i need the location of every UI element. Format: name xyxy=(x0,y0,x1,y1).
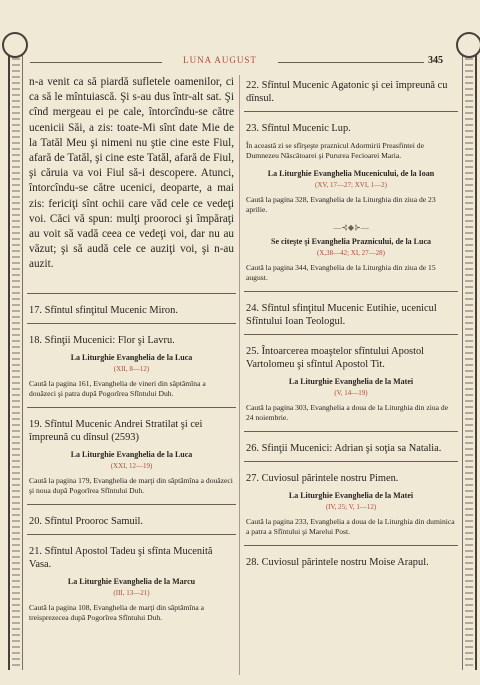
entry-27-rubric: La Liturghie Evanghelia de la Matei xyxy=(288,491,414,500)
entry-25-body: Caută la pagina 303, Evanghelia a doua de la Liturghia din ziua de 24 noiembrie. xyxy=(246,403,449,422)
entry-23-body: Caută la pagina 328, Evanghelia de la Liturghia din ziua de 23 aprilie. xyxy=(246,195,436,214)
entry-23-feast-reference: (X,38—42; XI, 27—28) xyxy=(316,249,386,257)
entry-18-rubric: La Liturghie Evanghelia de la Luca xyxy=(70,352,193,362)
section-rule xyxy=(244,431,458,432)
section-rule xyxy=(244,111,458,112)
entry-20-title: 20. Sfîntul Prooroc Samuil. xyxy=(29,515,144,527)
entry-23-rubric: La Liturghie Evanghelia Mucenicului, de la Ioan xyxy=(267,169,435,178)
header-rule-left xyxy=(30,62,162,63)
entry-28-title: 28. Cuviosul părintele nostru Moise Arapul. xyxy=(246,557,429,568)
entry-21-body: Caută la pagina 108, Evanghelia de marţi din săptămîna a treisprezecea după Pogorîrea Sfîntului Duh. xyxy=(29,602,205,622)
entry-25-reference: (V, 14—19) xyxy=(334,389,368,397)
entry-19-title: 19. Sfîntul Mucenic Andrei Stratilat şi cei împreună cu dînsul (2593) xyxy=(29,418,203,443)
entry-27-body: Caută la pagina 233, Evanghelia a doua de la Liturghia din duminica a patra a Sfîntului şi Marelui Post. xyxy=(246,517,455,536)
section-rule xyxy=(27,407,236,408)
entry-24-title: 24. Sfîntul sfinţitul Mucenic Eutihie, ucenicul Sfîntului Ioan Teologul. xyxy=(246,303,437,327)
entry-22-title: 22. Sfîntul Mucenic Agatonic şi cei împreună cu dînsul. xyxy=(246,80,448,104)
running-header: LUNA AUGUST xyxy=(183,55,257,65)
section-rule xyxy=(27,504,236,505)
entry-21-rubric: La Liturghie Evanghelia de la Marcu xyxy=(67,576,196,586)
entry-23-feast-body: Caută la pagina 344, Evanghelia de la Liturghia din ziua de 15 august. xyxy=(246,263,436,282)
entry-27-title: 27. Cuviosul părintele nostru Pimen. xyxy=(246,473,399,484)
entry-21-title: 21. Sfîntul Apostol Tadeu şi sfînta Mucenită Vasa. xyxy=(29,545,213,570)
left-ornamental-border xyxy=(8,40,23,670)
section-rule xyxy=(27,293,236,294)
entry-23-note: În această zi se sfîrşeşte praznicul Adormirii Preasfintei de Dumnezeu Născătoarei şi Pururea Fecioarei Maria. xyxy=(246,141,424,160)
page-number: 345 xyxy=(428,55,443,66)
entry-19-body: Caută la pagina 179, Evanghelia de marţi din săptămîna a douăzeci şi noua după Pogorîrea Sfîntului Duh. xyxy=(29,475,233,495)
entry-25-title: 25. Întoarcerea moaştelor sfîntului Apostol Vartolomeu şi sfîntul Apostol Tit. xyxy=(246,346,425,370)
right-ornamental-border xyxy=(462,40,477,670)
entry-23-feast-rubric: Se citeşte şi Evanghelia Praznicului, de la Luca xyxy=(271,237,431,246)
top-left-corner-ornament xyxy=(2,32,28,58)
entry-18-reference: (XII, 8—12) xyxy=(113,364,150,373)
top-right-corner-ornament xyxy=(456,32,480,58)
section-rule xyxy=(244,334,458,335)
entry-25-rubric: La Liturghie Evanghelia de la Matei xyxy=(288,377,414,386)
entry-19-reference: (XXI, 12—19) xyxy=(110,461,153,470)
right-column xyxy=(246,75,456,575)
column-divider xyxy=(239,75,240,675)
section-rule xyxy=(244,545,458,546)
entry-26-title: 26. Sfinţii Mucenici: Adrian şi soţia sa Natalia. xyxy=(246,443,442,454)
left-column xyxy=(29,75,234,631)
entry-18-body: Caută la pagina 161, Evanghelia de vineri din săptămîna a douăzeci şi patra după Pogorîrea Sfîntului Duh. xyxy=(29,378,206,398)
entry-17-title: 17. Sfîntul sfinţitul Mucenic Miron. xyxy=(29,304,178,316)
entry-18-title: 18. Sfinţii Mucenici: Flor şi Lavru. xyxy=(29,334,175,346)
entry-23-title: 23. Sfîntul Mucenic Lup. xyxy=(246,123,351,134)
entry-27-reference: (IV, 25; V, 1—12) xyxy=(325,503,377,511)
section-rule xyxy=(244,291,458,292)
gospel-text-continuation: n-a venit ca să piardă sufletele oamenilor, ci ca să le mîntuiască. Şi s-au dus într-alt sat. Şi cînd mergeau ei pe cale, întorcîndu-se către ucenicii Săi, a zis: toate-Mi sînt date Mie de la Tatăl Meu şi nimeni nu ştie cine este Fiul, afară de Tatăl, şi cine este Tatăl, afară de Fiul, şi căruia va voi Fiul să-i descopere. Atunci, întorcîndu-se către ucenici, deoparte, a mai zis: fericiţi sînt ochii care văd cele ce vedeţi voi. Căci vă spun: mulţi prooroci şi împăraţi au voit să vadă ceea ce vedeţi voi, dar nu au văzut; şi să audă cele ce auziţi voi, şi n-au auzit. xyxy=(29,76,234,271)
header-rule-right xyxy=(278,62,424,63)
section-rule xyxy=(244,461,458,462)
ornamental-separator: —⊰◆⊱— xyxy=(333,223,369,232)
section-rule xyxy=(27,534,236,535)
entry-21-reference: (III, 13—21) xyxy=(113,588,150,597)
entry-23-reference: (XV, 17—27; XVI, 1—2) xyxy=(314,181,387,189)
section-rule xyxy=(27,323,236,324)
entry-19-rubric: La Liturghie Evanghelia de la Luca xyxy=(70,449,193,459)
